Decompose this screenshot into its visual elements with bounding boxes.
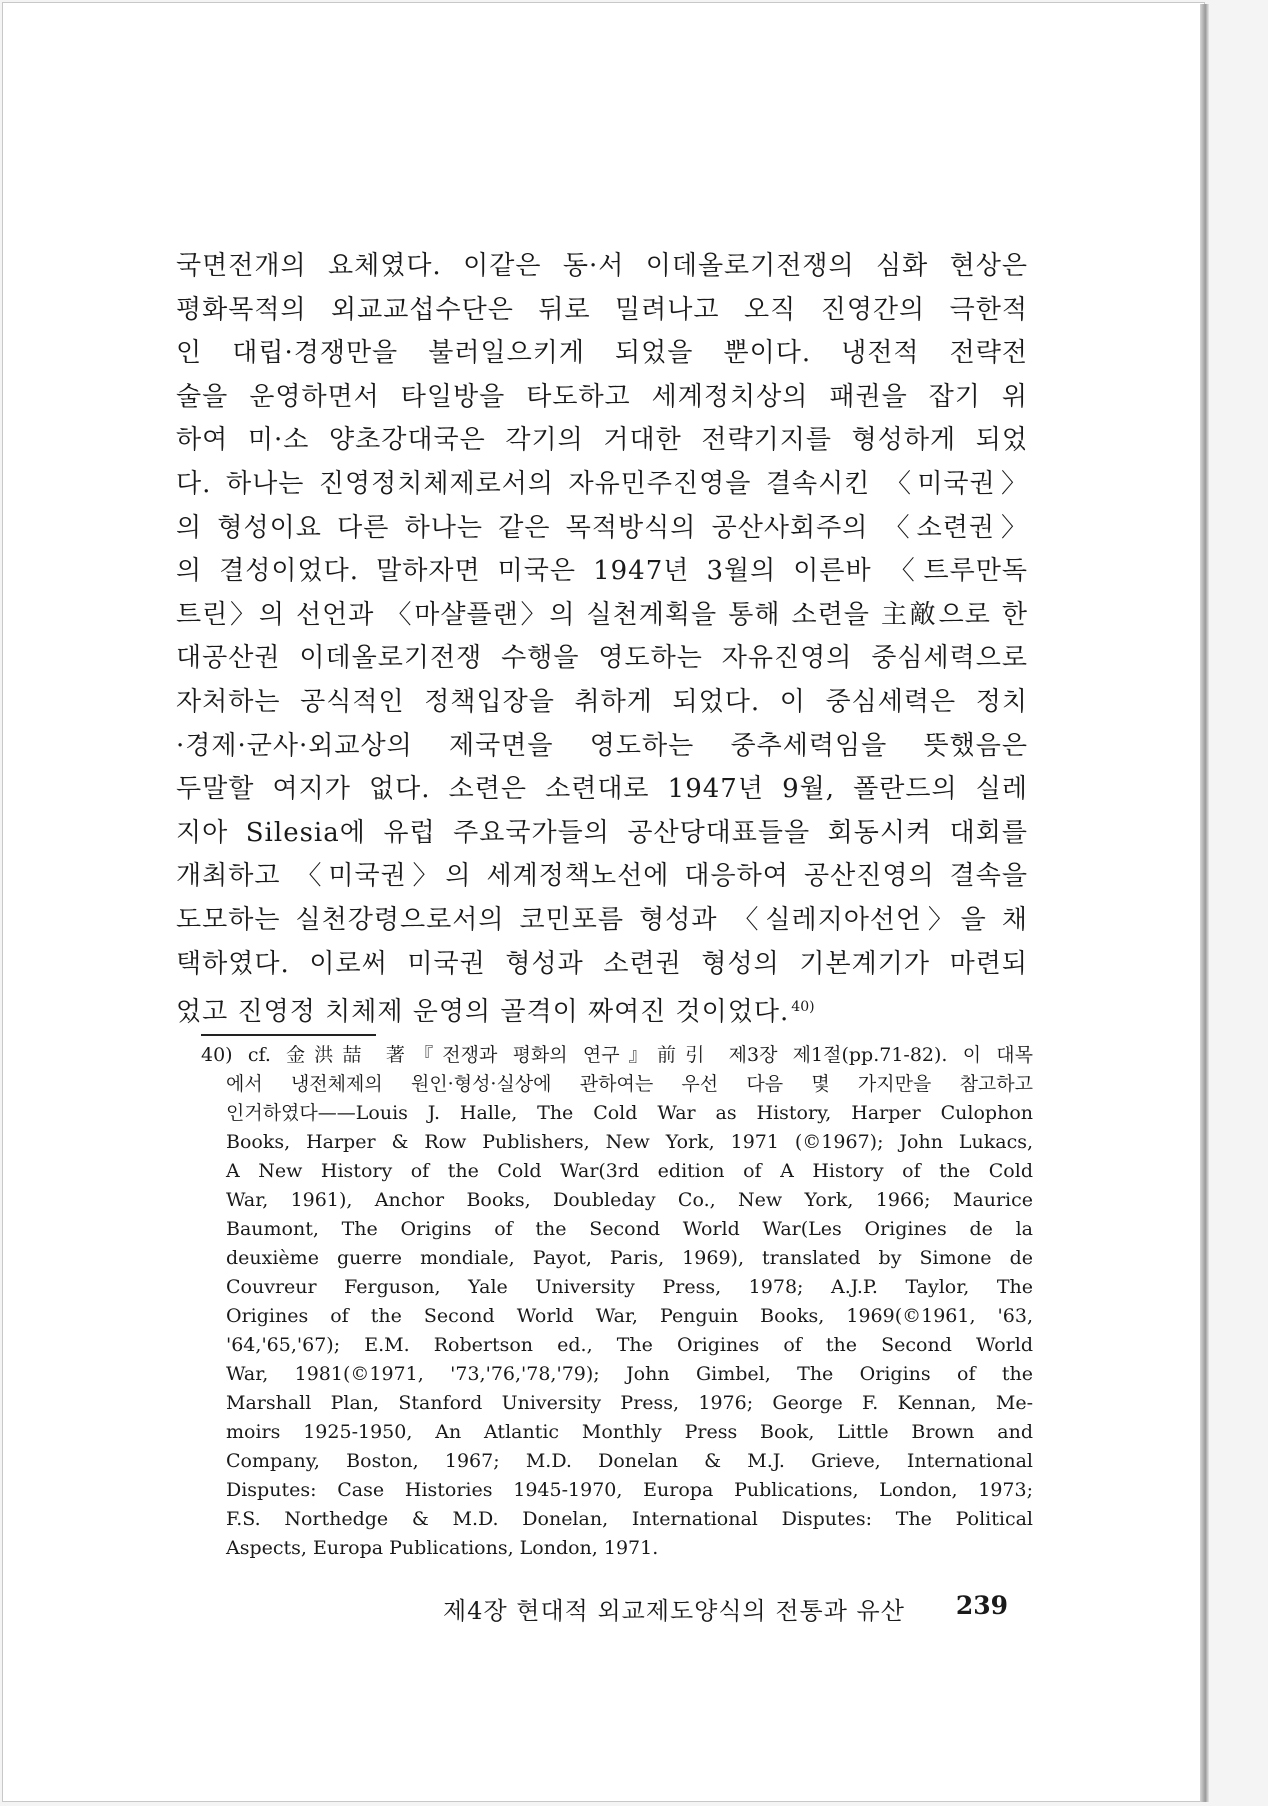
footnote-line: deuxième guerre mondiale, Payot, Paris, 1969), translated by Simone de [226, 1247, 1033, 1269]
footnote-rule [201, 1034, 376, 1036]
footnote-line: Company, Boston, 1967; M.D. Donelan & M.J. Grieve, International [226, 1450, 1033, 1472]
footnote-line: 에서 냉전체제의 원인·형성·실상에 관하여는 우선 다음 몇 가지만을 참고하고 [226, 1073, 1033, 1095]
body-line: 두말할 여지가 없다. 소련은 소련대로 1947년 9월, 폴란드의 실레 [176, 774, 1028, 805]
body-line: 술을 운영하면서 타일방을 타도하고 세계정치상의 패권을 잡기 위 [176, 381, 1028, 412]
body-line: 의 결성이었다. 말하자면 미국은 1947년 3월의 이른바 〈트루만독 [176, 556, 1028, 587]
footnote-line: Couvreur Ferguson, Yale University Press, 1978; A.J.P. Taylor, The [226, 1276, 1033, 1298]
running-footer-title: 제4장 현대적 외교제도양식의 전통과 유산 [443, 1597, 905, 1625]
footnote-reference[interactable]: 40) [791, 999, 815, 1016]
body-line: 다. 하나는 진영정치체제로서의 자유민주진영을 결속시킨 〈미국권〉 [176, 468, 1028, 499]
body-line: 개최하고 〈미국권〉의 세계정책노선에 대응하여 공산진영의 결속을 [176, 861, 1028, 892]
footnote-line: 인거하였다——Louis J. Halle, The Cold War as History, Harper Culophon [226, 1102, 1033, 1124]
footnote-line: Disputes: Case Histories 1945-1970, Europa Publications, London, 1973; [226, 1479, 1033, 1501]
page-number: 239 [955, 1591, 1008, 1620]
body-line-last [176, 986, 1028, 1030]
body-line: 도모하는 실천강령으로서의 코민포름 형성과 〈실레지아선언〉을 채 [176, 904, 1028, 935]
footnote-line: War, 1981(©1971, '73,'76,'78,'79); John Gimbel, The Origins of the [226, 1363, 1033, 1385]
footnote-line: Aspects, Europa Publications, London, 1971. [226, 1537, 659, 1559]
body-line: 의 형성이요 다른 하나는 같은 목적방식의 공산사회주의 〈소련권〉 [176, 512, 1028, 543]
body-line: 인 대립·경쟁만을 불러일으키게 되었을 뿐이다. 냉전적 전략전 [176, 338, 1028, 369]
footnote-line: Origines of the Second World War, Penguin Books, 1969(©1961, '63, [226, 1305, 1033, 1327]
footnote-line: Marshall Plan, Stanford University Press, 1976; George F. Kennan, Me- [226, 1392, 1033, 1414]
page-footer [443, 1591, 1008, 1625]
body-line: 국면전개의 요체였다. 이같은 동·서 이데올로기전쟁의 심화 현상은 [176, 251, 1028, 281]
body-line-text: 었고 진영정 치체제 운영의 골격이 짜여진 것이었다. [176, 997, 790, 1028]
page-edge-shadow [1200, 4, 1209, 1802]
footnote-line: Baumont, The Origins of the Second World War(Les Origines de la [226, 1218, 1033, 1240]
body-line: 하여 미·소 양초강대국은 각기의 거대한 전략기지를 형성하게 되었 [176, 425, 1028, 456]
book-page [2, 2, 1205, 1802]
footnote-40 [201, 1041, 1033, 1563]
body-line: 트린〉의 선언과 〈마샬플랜〉의 실천계획을 통해 소련을 主敵으로 한 [176, 599, 1028, 630]
footnote-line: War, 1961), Anchor Books, Doubleday Co., New York, 1966; Maurice [226, 1189, 1033, 1211]
footnote-line: moirs 1925-1950, An Atlantic Monthly Press Book, Little Brown and [226, 1421, 1033, 1443]
body-line: 대공산권 이데올로기전쟁 수행을 영도하는 자유진영의 중심세력으로 [176, 643, 1028, 674]
footnote-line: Books, Harper & Row Publishers, New York, 1971 (©1967); John Lukacs, [226, 1131, 1033, 1153]
body-line: ·경제·군사·외교상의 제국면을 영도하는 중추세력임을 뜻했음은 [176, 730, 1028, 761]
footnote-line: '64,'65,'67); E.M. Robertson ed., The Origines of the Second World [226, 1334, 1033, 1356]
footnote-line: A New History of the Cold War(3rd edition of A History of the Cold [226, 1160, 1033, 1182]
footnote-line: F.S. Northedge & M.D. Donelan, International Disputes: The Political [226, 1508, 1033, 1530]
body-line: 지아 Silesia에 유럽 주요국가들의 공산당대표들을 회동시켜 대회를 [176, 817, 1028, 848]
body-line: 자처하는 공식적인 정책입장을 취하게 되었다. 이 중심세력은 정치 [176, 686, 1028, 717]
body-line: 택하였다. 이로써 미국권 형성과 소련권 형성의 기본계기가 마련되 [176, 948, 1028, 979]
footnote-line: 40) cf. 金洪喆 著『전쟁과 평화의 연구』前引 제3장 제1절(pp.71-82). 이 대목 [201, 1044, 1033, 1066]
body-line: 평화목적의 외교교섭수단은 뒤로 밀려나고 오직 진영간의 극한적 [176, 294, 1028, 325]
body-text [176, 245, 1028, 1030]
